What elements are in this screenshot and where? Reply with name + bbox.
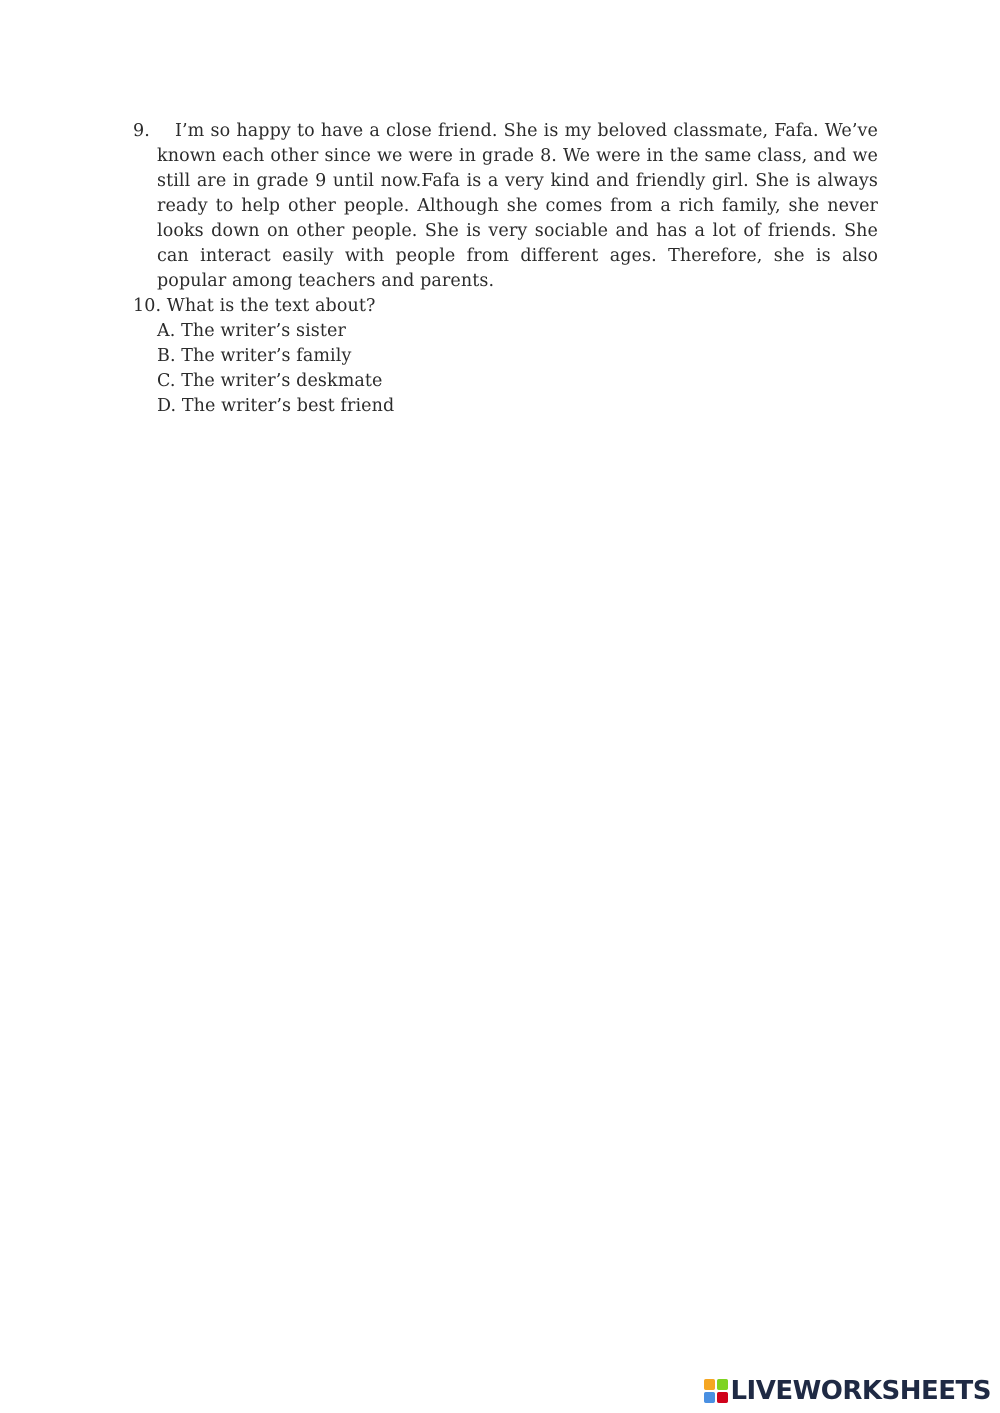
option-a: A. The writer’s sister [157, 321, 346, 341]
question-9 [133, 119, 878, 294]
answer-options [133, 319, 878, 419]
question-10 [133, 294, 878, 419]
brand-name: LIVEWORKSHEETS [730, 1376, 991, 1406]
liveworksheets-logo-icon [704, 1379, 728, 1403]
reading-passage: I’m so happy to have a close friend. She is my beloved classmate, Fafa. We’ve known each other since we were in grade 8. We were in the same class, and we still are in grade 9 until now.Fafa is a very kind and friendly girl. She is always ready to help other people. Although she comes from a rich family, she never looks down on other people. She is very sociable and has a lot of friends. She can interact easily with people from different ages. Therefore, she is also popular among teachers and parents. [157, 121, 878, 291]
question-text: 10. What is the text about? [133, 296, 376, 316]
option-b: B. The writer’s family [157, 346, 352, 366]
option-d: D. The writer’s best friend [157, 396, 395, 416]
liveworksheets-brand [704, 1377, 991, 1405]
option-c: C. The writer’s deskmate [157, 371, 383, 391]
question-number: 9. [133, 121, 150, 141]
worksheet-content [133, 119, 878, 419]
